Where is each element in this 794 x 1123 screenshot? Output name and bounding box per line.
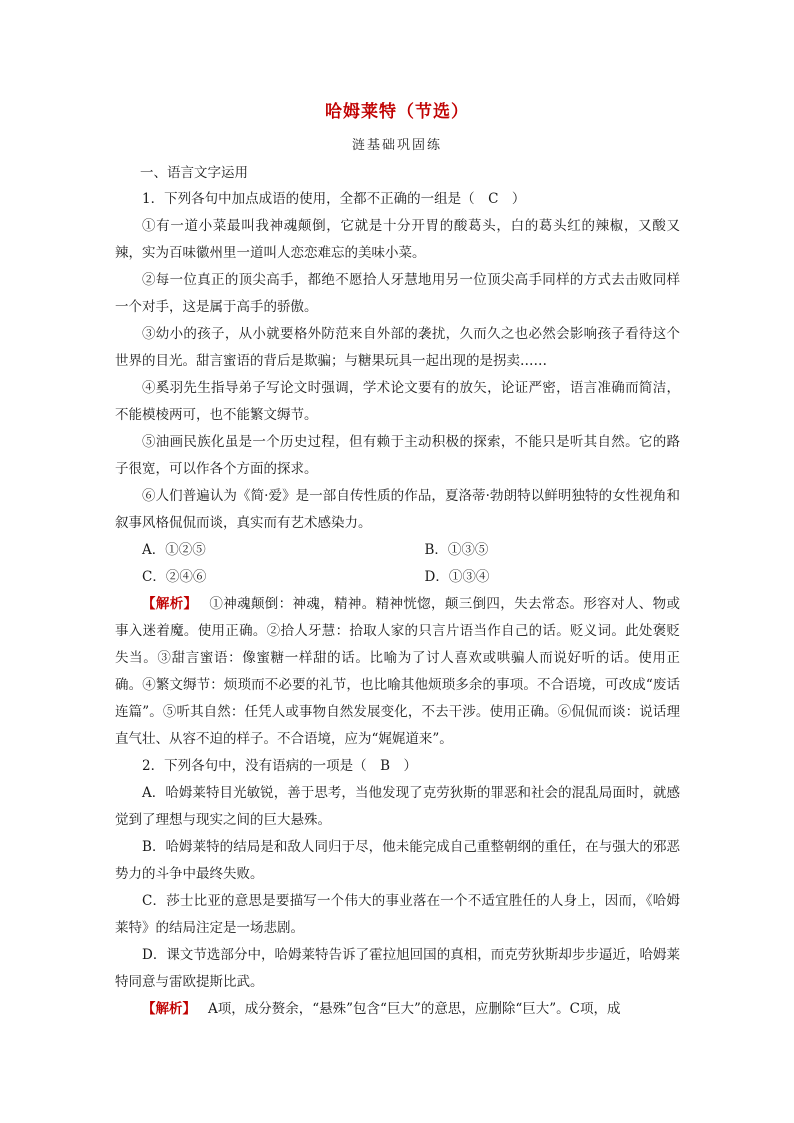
question-2-option-c: C．莎士比亚的意思是要描写一个伟大的事业落在一个不适宜胜任的人身上，因而，《哈姆莱特》的结局注定是一场悲剧。 — [115, 893, 680, 936]
question-1-item-1: ①有一道小菜最叫我神魂颠倒，它就是十分开胃的酸葛头，白的葛头红的辣椒，又酸又辣，实为百味徽州里一道叫人恋恋难忘的美味小菜。 — [115, 218, 680, 261]
section-heading: 一、语言文字运用 — [140, 165, 248, 181]
question-1-item-2: ②每一位真正的顶尖高手，都绝不愿拾人牙慧地用另一位顶尖高手同样的方式去击败同样一个对手，这是属于高手的骄傲。 — [115, 272, 680, 315]
question-2-stem: 2．下列各句中，没有语病的一项是（ B ） — [142, 758, 418, 774]
question-1-options-row-2 — [115, 564, 680, 591]
option-b: B．①③⑤ — [424, 542, 489, 558]
question-1-analysis — [115, 591, 680, 753]
document-body — [115, 186, 680, 1023]
option-c: C．②④⑥ — [142, 569, 207, 585]
question-2-option-b: B．哈姆莱特的结局是和敌人同归于尽，他未能完成自己重整朝纲的重任，在与强大的邪恶势力的斗争中最终失败。 — [115, 839, 680, 882]
question-1-stem: 1．下列各句中加点成语的使用，全都不正确的一组是（ C ） — [142, 191, 526, 207]
question-2-analysis — [115, 996, 680, 1023]
option-d: D．①③④ — [424, 569, 490, 585]
question-2-option-d: D．课文节选部分中，哈姆莱特告诉了霍拉旭回国的真相，而克劳狄斯却步步逼近，哈姆莱特同意与雷欧提斯比武。 — [115, 947, 680, 990]
analysis-text: A项，成分赘余，“悬殊”包含“巨大”的意思，应删除“巨大”。C项，成 — [208, 1001, 621, 1017]
analysis-tag: 【解析】 — [142, 1001, 196, 1017]
question-1-options-row-1 — [115, 537, 680, 564]
question-2-option-a: A．哈姆莱特目光敏锐，善于思考，当他发现了克劳狄斯的罪恶和社会的混乱局面时，就感觉到了理想与现实之间的巨大悬殊。 — [115, 785, 680, 828]
question-1-item-6: ⑥人们普遍认为《简·爱》是一部自传性质的作品，夏洛蒂·勃朗特以鲜明独特的女性视角和叙事风格侃侃而谈，真实而有艺术感染力。 — [115, 488, 680, 531]
analysis-tag: 【解析】 — [142, 596, 198, 612]
page-subtitle: 涟基础巩固练 — [351, 138, 442, 153]
option-a: A．①②⑤ — [142, 542, 206, 558]
analysis-text: ①神魂颠倒：神魂，精神。精神恍惚，颠三倒四，失去常态。形容对人、物或事入迷着魔。使用正确。②拾人牙慧：拾取人家的只言片语当作自己的话。贬义词。此处褒贬失当。③甜言蜜语：像蜜糖一样甜的话。比喻为了讨人喜欢或哄骗人而说好听的话。使用正确。④繁文缛节：烦琐而不必要的礼节，也比喻其他烦琐多余的事项。不合语境，可改成“废话连篇”。⑤听其自然：任凭人或事物自然发展变化，不去干涉。使用正确。⑥侃侃而谈：说话理直气壮、从容不迫的样子。不合语境，应为“娓娓道来”。 — [115, 596, 680, 747]
question-1-item-3: ③幼小的孩子，从小就要格外防范来自外部的袭扰，久而久之也必然会影响孩子看待这个世界的目光。甜言蜜语的背后是欺骗；与糖果玩具一起出现的是拐卖…… — [115, 326, 680, 369]
question-1-item-5: ⑤油画民族化虽是一个历史过程，但有赖于主动积极的探索，不能只是听其自然。它的路子很宽，可以作各个方面的探求。 — [115, 434, 680, 477]
question-1-item-4: ④奚羽先生指导弟子写论文时强调，学术论文要有的放矢，论证严密，语言准确而简洁，不能模棱两可，也不能繁文缛节。 — [115, 380, 680, 423]
page-title: 哈姆莱特（节选） — [325, 102, 469, 122]
